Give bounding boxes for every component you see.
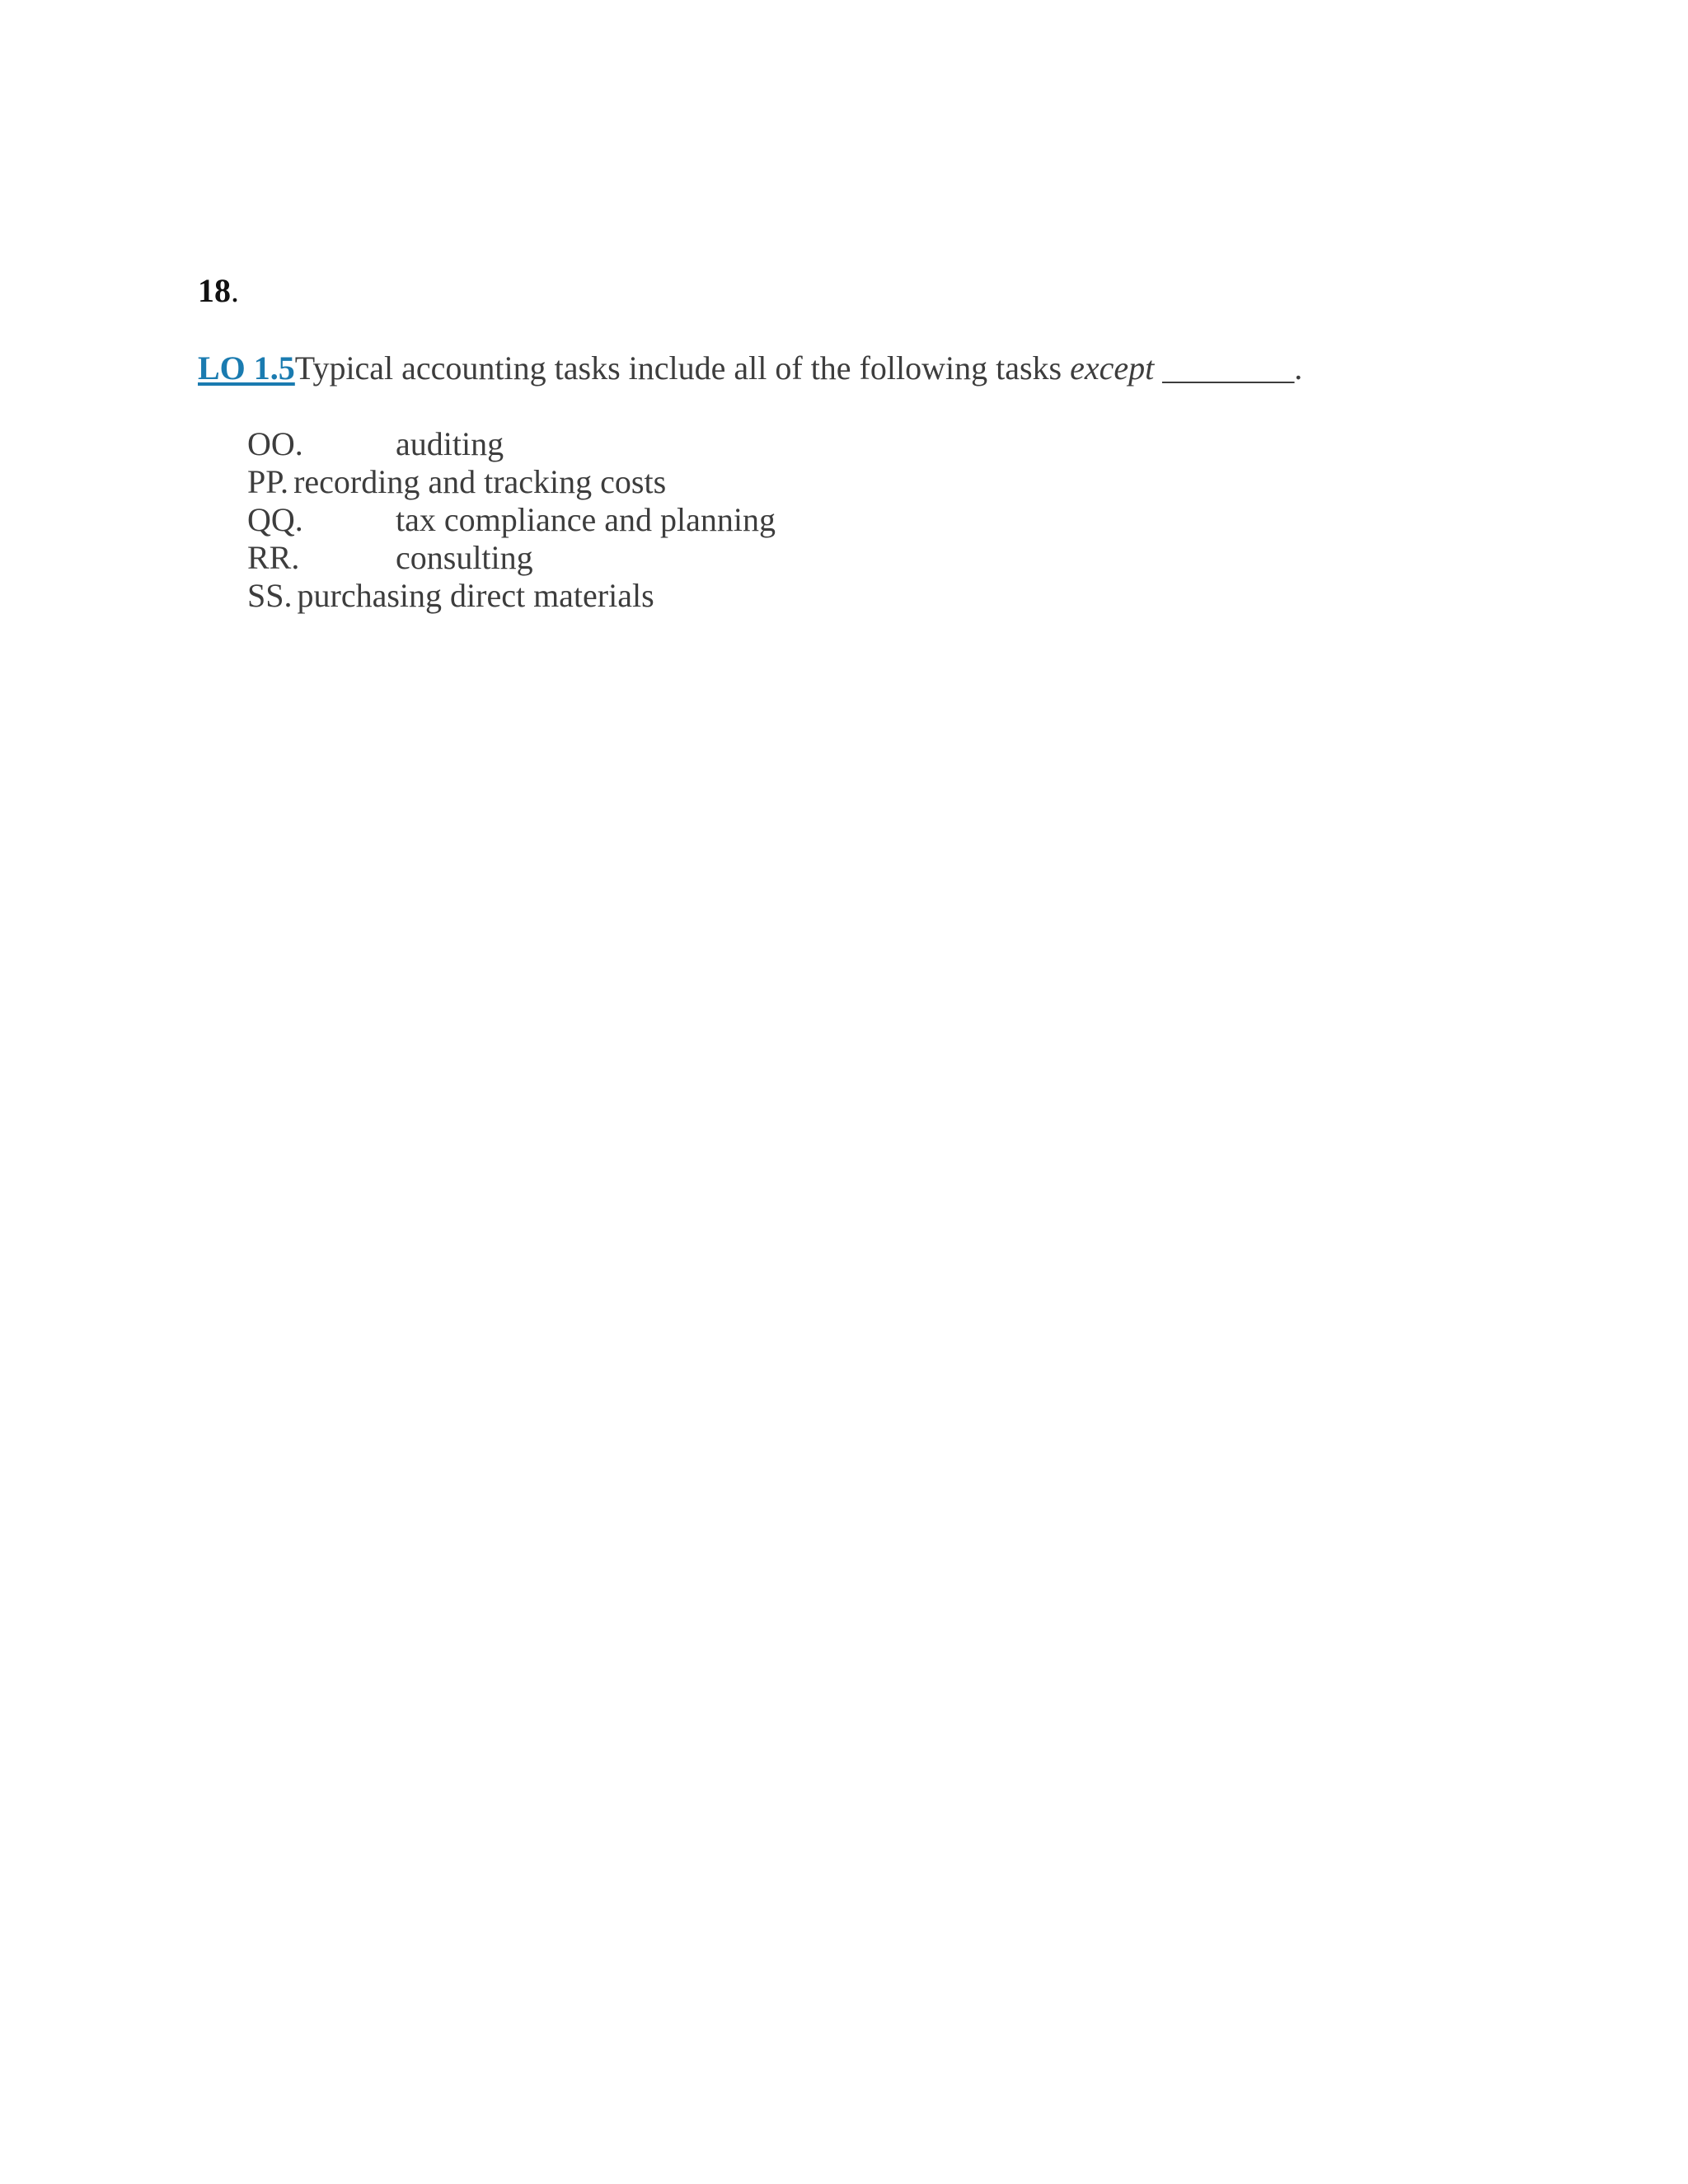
question-stem-text: Typical accounting tasks include all of the following tasks: [294, 349, 1071, 387]
option-letter: QQ.: [247, 501, 303, 538]
option-letter: SS.: [247, 577, 293, 614]
answer-options: [247, 425, 776, 615]
learning-objective-link[interactable]: LO 1.5: [198, 349, 295, 387]
option-text: purchasing direct materials: [297, 577, 654, 614]
answer-option-rr: [247, 539, 776, 577]
option-letter: OO.: [247, 425, 303, 462]
option-text: recording and tracking costs: [293, 463, 667, 500]
question-stem-blank: ________.: [1154, 349, 1303, 387]
question-number-suffix: .: [231, 272, 239, 309]
question-number-value: 18: [198, 272, 231, 309]
option-text: tax compliance and planning: [396, 501, 776, 538]
option-letter: RR.: [247, 539, 300, 576]
question-stem: [198, 349, 1302, 387]
answer-option-oo: [247, 425, 776, 463]
answer-option-qq: [247, 501, 776, 539]
question-stem-emphasis: except: [1070, 349, 1155, 387]
option-text: consulting: [396, 539, 533, 576]
option-text: auditing: [396, 425, 504, 462]
answer-option-ss: [247, 577, 776, 615]
option-letter: PP.: [247, 463, 289, 500]
answer-option-pp: [247, 463, 776, 501]
question-number: [198, 272, 239, 310]
